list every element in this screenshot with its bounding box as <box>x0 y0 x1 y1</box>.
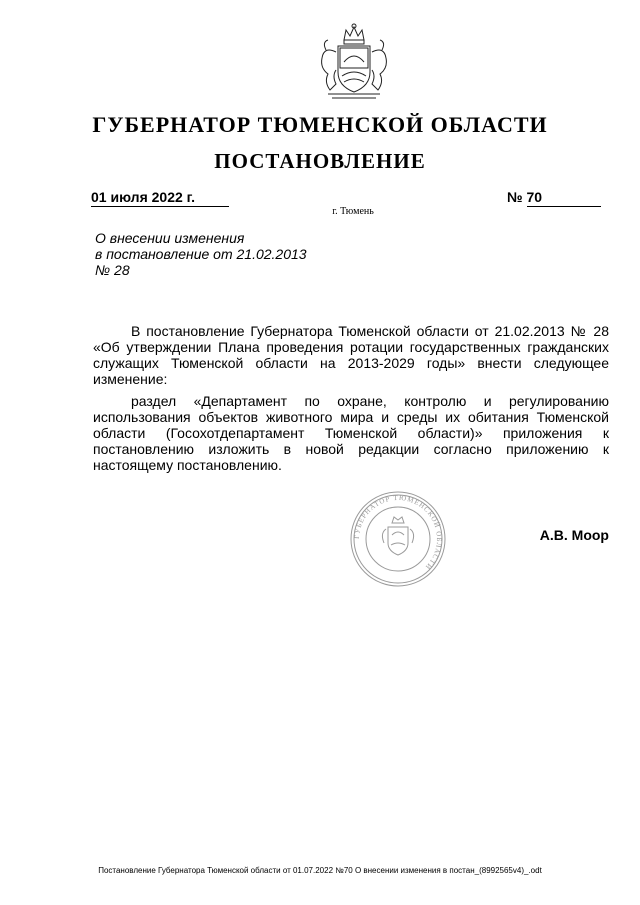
city-label: г. Тюмень <box>332 206 374 217</box>
document-subject <box>95 230 355 278</box>
number-value: 70 <box>527 189 601 207</box>
subject-line: в постановление от 21.02.2013 <box>95 246 307 262</box>
document-footer: Постановление Губернатора Тюменской области от 01.07.2022 №70 О внесении изменения в постан_(8992565v4)_.odt <box>98 866 542 875</box>
body-paragraph: раздел «Департамент по охране, контролю и регулированию использования объектов животного мира и среды их обитания Тюменской области (Госохотдепартамент Тюменской области)» приложения к постановлению изложить в новой редакции согласно приложению к настоящему постановлению. <box>93 393 609 473</box>
number-label: № <box>507 189 523 205</box>
document-body <box>93 323 609 473</box>
subject-line: О внесении изменения <box>95 230 245 246</box>
seal-text: ГУБЕРНАТОР ТЮМЕНСКОЙ ОБЛАСТИ <box>352 493 444 572</box>
document-number <box>507 189 603 207</box>
document-date: 01 июля 2022 г. <box>91 189 229 207</box>
signature-name: А.В. Моор <box>539 527 609 543</box>
page-title: ГУБЕРНАТОР ТЮМЕНСКОЙ ОБЛАСТИ <box>92 112 548 137</box>
subject-line: № 28 <box>95 262 130 278</box>
body-paragraph: В постановление Губернатора Тюменской области от 21.02.2013 № 28 «Об утверждении Плана проведения ротации государственных гражданских служащих Тюменской области на 2013-2029 годы» внести следующее изменение: <box>93 323 609 387</box>
coat-of-arms-icon <box>304 22 404 102</box>
official-seal-icon <box>348 489 448 589</box>
document-type: ПОСТАНОВЛЕНИЕ <box>214 149 426 173</box>
